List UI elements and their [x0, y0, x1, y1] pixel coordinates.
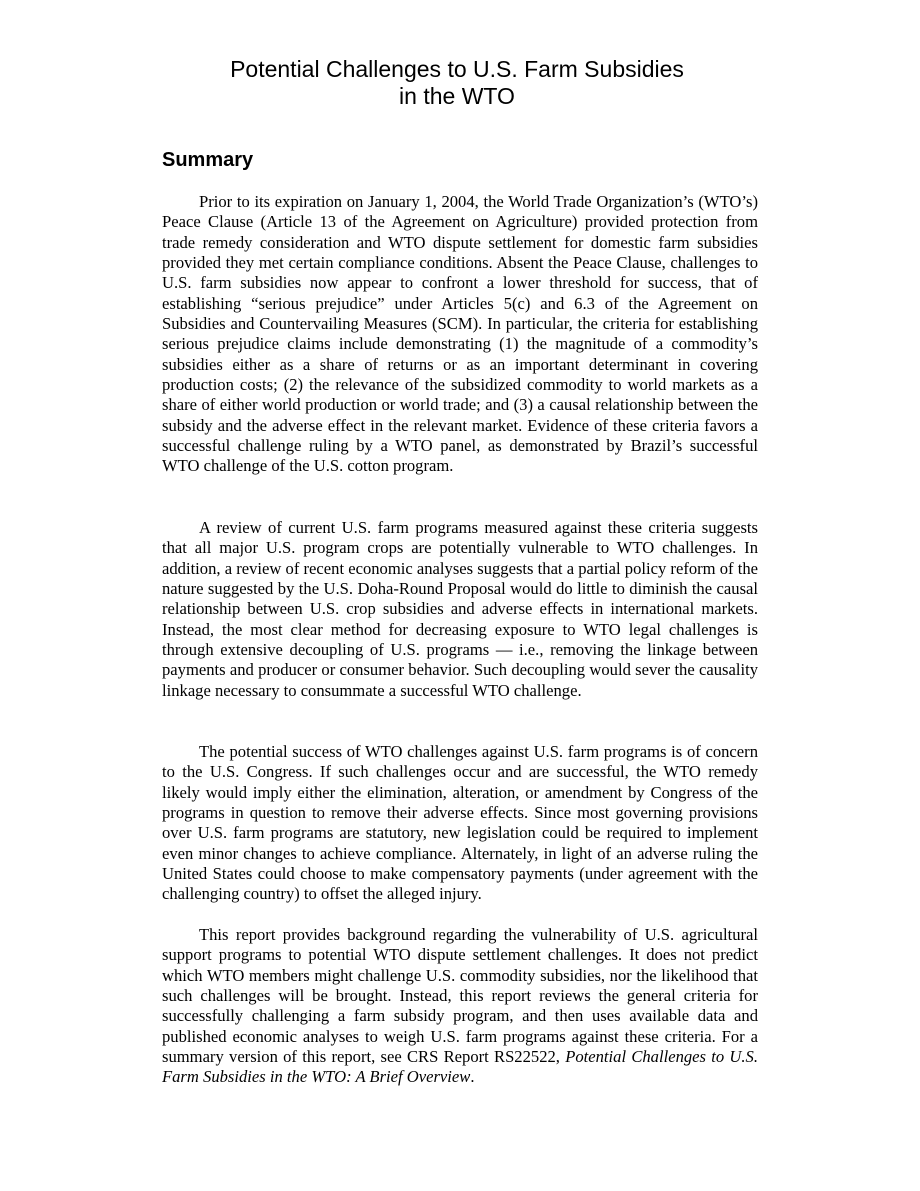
report-title-citation: Potential Challenges to U.S. Farm Subsidies in the WTO: A Brief Overview [162, 1047, 758, 1087]
summary-paragraph-3: The potential success of WTO challenges against U.S. farm programs is of concern to the U.S. Congress. If such challenges occur and are successful, the WTO remedy likely would imply either the elimination, alteration, or amendment by Congress of the programs in question to remove their adverse effects. Since most governing provisions over U.S. farm programs are statutory, new legislation could be required to implement even minor changes to achieve compliance. Alternately, in light of an adverse ruling the United States could choose to make compensatory payments (under agreement with the challenging country) to offset the alleged injury. [162, 742, 758, 904]
summary-paragraph-4 [162, 925, 758, 1088]
title-line-1: Potential Challenges to U.S. Farm Subsidies [230, 56, 684, 82]
summary-paragraph-1: Prior to its expiration on January 1, 2004, the World Trade Organization’s (WTO’s) Peace Clause (Article 13 of the Agreement on Agriculture) provided protection from trade remedy consideration and WTO dispute settlement for domestic farm subsidies provided they met certain compliance conditions. Absent the Peace Clause, challenges to U.S. farm subsidies now appear to confront a lower threshold for success, that of establishing “serious prejudice” under Articles 5(c) and 6.3 of the Agreement on Subsidies and Countervailing Measures (SCM). In particular, the criteria for establishing serious prejudice claims include demonstrating (1) the magnitude of a commodity’s subsidies either as a share of returns or as an important determinant in covering production costs; (2) the relevance of the subsidized commodity to world markets as a share of either world production or world trade; and (3) a causal relationship between the subsidy and the adverse effect in the relevant market. Evidence of these criteria favors a successful challenge ruling by a WTO panel, as demonstrated by Brazil’s successful WTO challenge of the U.S. cotton program. [162, 192, 758, 476]
section-heading: Summary [162, 149, 254, 171]
document-title [0, 56, 914, 110]
summary-paragraph-2: A review of current U.S. farm programs measured against these criteria suggests that all major U.S. program crops are potentially vulnerable to WTO challenges. In addition, a review of recent economic analyses suggests that a partial policy reform of the nature suggested by the U.S. Doha-Round Proposal would do little to diminish the causal relationship between U.S. crop subsidies and adverse effects in international markets. Instead, the most clear method for decreasing exposure to WTO legal challenges is through extensive decoupling of U.S. programs — i.e., removing the linkage between payments and producer or consumer behavior. Such decoupling would sever the causality linkage necessary to consummate a successful WTO challenge. [162, 518, 758, 700]
paragraph-4-end: . [470, 1067, 475, 1087]
paragraph-4-text: This report provides background regarding the vulnerability of U.S. agricultural support programs to potential WTO dispute settlement challenges. It does not predict which WTO members might challenge U.S. commodity subsidies, nor the likelihood that such challenges will be brought. Instead, this report reviews the general criteria for successfully challenging a farm subsidy program, and then uses available data and published economic analyses to weigh U.S. farm programs against these criteria. For a summary version of this report, see CRS Report RS22522, [162, 925, 758, 1067]
title-line-2: in the WTO [399, 83, 515, 109]
